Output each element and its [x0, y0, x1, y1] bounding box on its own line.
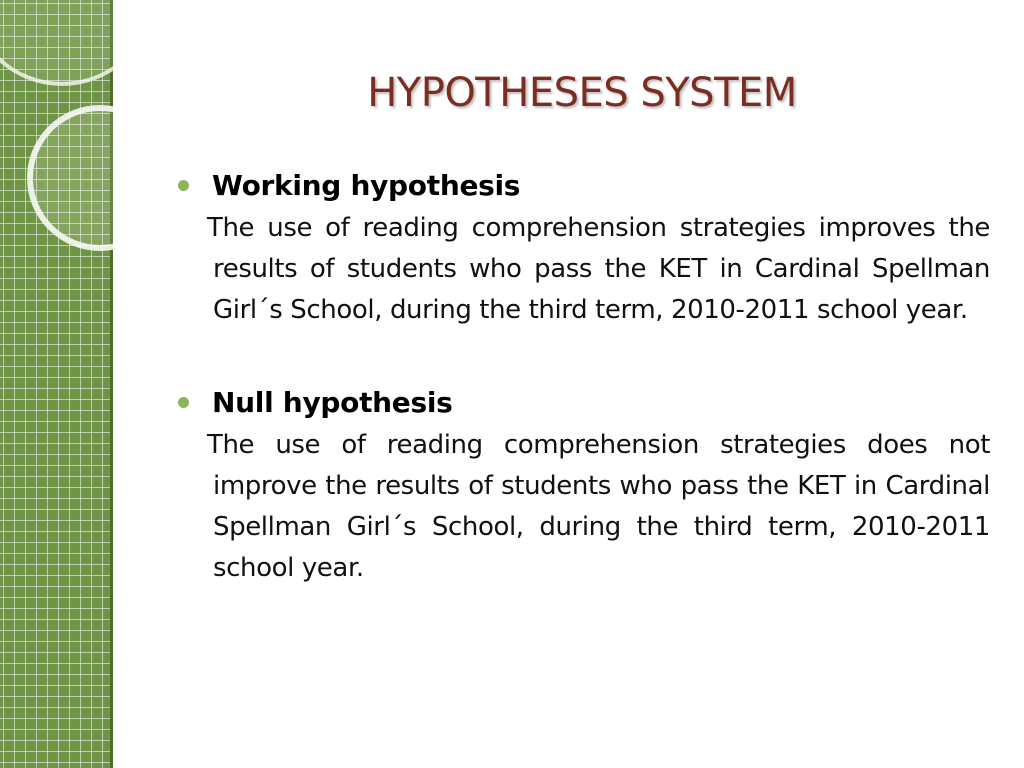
bullet-row [178, 162, 990, 208]
section-heading: Null hypothesis [212, 385, 453, 419]
working-hypothesis-section [178, 162, 990, 331]
decorative-grid-band [0, 0, 113, 768]
section-text: The use of reading comprehension strategies does not improve the results of students who pass the KET in Cardinal Spellman Girl´s School, during the third term, 2010-2011 school year. [207, 430, 990, 583]
null-hypothesis-section [178, 379, 990, 589]
slide-content [178, 162, 990, 589]
section-text: The use of reading comprehension strategies improves the results of students who pass the KET in Cardinal Spellman Girl´s School, during the third term, 2010-2011 school year. [207, 213, 990, 325]
slide-title: HYPOTHESES SYSTEM [367, 70, 797, 116]
bullet-icon [178, 397, 189, 408]
bullet-icon [178, 180, 189, 191]
bullet-row [178, 379, 990, 425]
section-heading: Working hypothesis [212, 168, 521, 202]
